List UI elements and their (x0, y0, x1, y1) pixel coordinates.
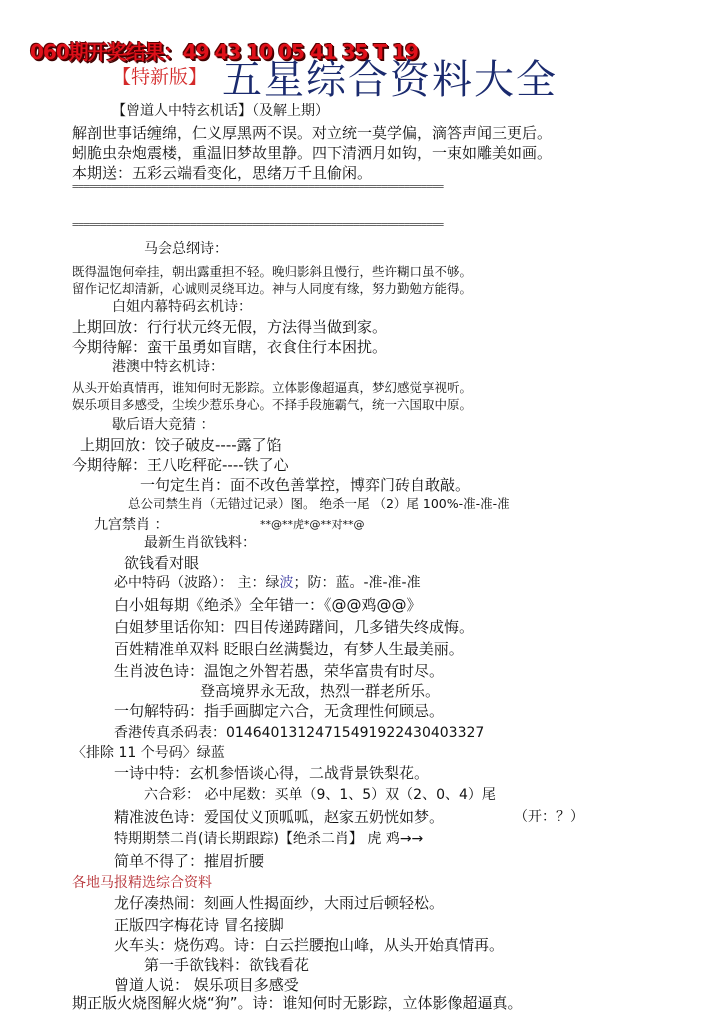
one-poem-special: 一诗中特：玄机参悟谈心得，二战背景铁梨花。 (114, 764, 430, 782)
nine-palace-label: 九宫禁肖 ： (94, 517, 169, 533)
mabao-line: 龙仔凑热闹：刻画人性揭面纱，大雨过后顿轻松。 (114, 894, 445, 912)
poem-line: 解剖世事话缠绵，仁义厚黑两不误。对立统一莫学偏，滴答声闻三更后。 (72, 124, 553, 142)
poem-line: 蚓脆虫杂炮震楼，重温旧梦故里静。四下清洒月如钩，一束如雕美如画。 (72, 144, 553, 162)
latest-zodiac-value: 欲钱看对眼 (124, 554, 200, 572)
poem-line: 从头开始真情再，谁知何时无影踪。立体影像超逼真，梦幻感觉享视听。 (72, 380, 473, 395)
poem-line: 既得温饱何牵挂，朝出露重担不轻。晚归影斜且慢行，些许糊口虽不够。 (72, 264, 473, 279)
mabao-line: 火车头：烧伤鸡。诗：白云拦腰抱山峰，从头开始真情再。 (114, 936, 505, 954)
last-period-label: 上期回放： (72, 318, 148, 336)
section-heading-xiehouyu: 歇后语大竞猜 ： (112, 417, 215, 433)
separator-line: ================================================================== (72, 218, 444, 231)
section-heading-mabao: 各地马报精选综合资料 (72, 875, 212, 891)
wave-color-poem: 生肖波色诗：温饱之外智若愚，荣华富贵有时尽。 (114, 662, 445, 680)
edition-label: 【特新版】 (112, 66, 208, 88)
separator-line: ================================================================== (72, 180, 444, 193)
hk-fax-kill-table: 香港传真杀码表：01464013124715491922430403327 (114, 725, 485, 741)
wave-color-poem-2: 登高境界永无敌，热烈一群老所乐。 (200, 682, 441, 700)
white-lady-kill: 白小姐每期《绝杀》全年错一：《@@鸡@@》 (114, 596, 422, 614)
banned-zodiac-line: 总公司禁生肖（无错过记录）图。 绝杀一尾 （2）尾 100%-准-准-准 (128, 496, 510, 511)
mark-six-tail: 六合彩： 必中尾数：买单（9、1、5）双（2、0、4）尾 (144, 787, 496, 803)
nine-palace-value: **@**虎*@**对**@ (260, 518, 365, 531)
last-period-row (72, 316, 387, 337)
mabao-line: 正版四字梅花诗 冒名接脚 (114, 916, 284, 934)
mabao-line: 期正版火烧图解火烧“狗”。诗：谁知何时无影踪，立体影像超逼真。 (72, 994, 523, 1012)
poem-line: 娱乐项目多感受，尘埃少惹乐身心。不择手段施霸气，统一六国取中原。 (72, 397, 473, 412)
this-period-label: 今期待解： (72, 456, 148, 474)
one-line-zodiac: 一句定生肖：面不改色善掌控，博弈门砖自敢敲。 (140, 476, 471, 494)
exclude-numbers: 〈排除 11 个号码〉绿蓝 (72, 745, 225, 761)
this-period-row (72, 454, 289, 475)
precise-wave-poem: 精准波色诗：爱国仗义顶呱呱，赵家五奶恍如梦。 (114, 808, 445, 826)
page-title: 五星综合资料大全 (222, 57, 558, 103)
wave-pick-row: 必中特码（波路）： 主：绿波；防：蓝。-准-准-准 (114, 575, 421, 591)
this-period-text: 蛮干虽勇如盲瞎，衣食住行本困扰。 (147, 338, 388, 356)
last-period-label: 上期回放： (80, 436, 156, 454)
last-period-row (80, 434, 282, 455)
latest-zodiac-heading: 最新生肖欲钱料： (144, 535, 256, 551)
one-line-special: 一句解特码：指手画脚定六合，无贪理性何顾忌。 (114, 702, 445, 720)
draw-result-banner: 060期开奖结果：49 43 10 05 41 35 T 19 (30, 40, 418, 64)
this-period-row (72, 336, 387, 357)
open-result-placeholder: （开：？） (514, 809, 584, 825)
poem-line: 留作记忆却清新，心诚则灵绕耳边。神与人同度有缘，努力勤勉方能得。 (72, 281, 473, 296)
section-heading-zeng: 【曾道人中特玄机话】（及解上期） (112, 103, 329, 119)
simple-line: 简单不得了：摧眉折腰 (114, 852, 265, 870)
section-heading-mahui: 马会总纲诗： (144, 241, 228, 257)
this-period-text: 王八吃秤砣----铁了心 (147, 456, 289, 474)
last-period-text: 行行状元终无假，方法得当做到家。 (147, 318, 388, 336)
mabao-line: 曾道人说： 娱乐项目多感受 (114, 976, 299, 994)
white-lady-dream: 白姐梦里话你知：四目传递踌躇间，几多错失终成悔。 (114, 618, 475, 636)
this-period-label: 今期待解： (72, 338, 148, 356)
banned-two-zodiac: 特期期禁二肖(请长期跟踪)【绝杀二肖】 虎 鸡→→ (114, 831, 424, 847)
last-period-text: 饺子破皮----露了馅 (155, 436, 282, 454)
poem-line: 本期送：五彩云端看变化，思绪万千且偷闲。 (72, 164, 373, 182)
section-heading-baijie: 白姐内幕特码玄机诗： (112, 299, 252, 315)
mabao-line: 第一手欲钱料：欲钱看花 (144, 956, 310, 974)
single-double-pick: 百姓精准单双料 眨眼白丝满鬓边，有梦人生最美丽。 (114, 640, 464, 658)
section-heading-gangao: 港澳中特玄机诗： (112, 359, 224, 375)
